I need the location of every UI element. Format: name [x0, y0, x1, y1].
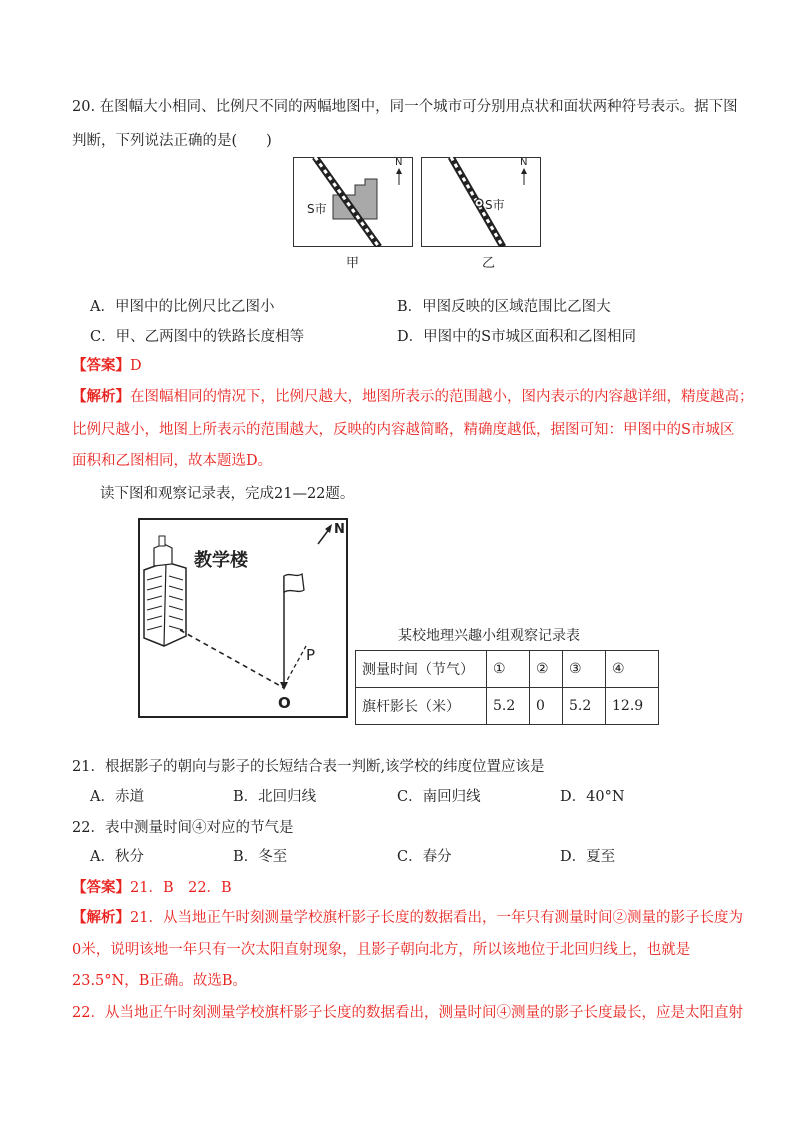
q20-analysis-text1: 在图幅相同的情况下，比例尺越大，地图所表示的范围越小，图内表示的内容越详细，精度越高； [130, 389, 754, 405]
table-row [356, 651, 659, 688]
map-yi-north-label: N [520, 157, 528, 168]
answer-value: 21．B 22．B [130, 880, 232, 896]
q22-option-d: D．夏至 [560, 849, 616, 865]
map-yi [421, 157, 541, 247]
q22-analysis-line1: 22．从当地正午时刻测量学校旗杆影子长度的数据看出，测量时间④测量的影子长度最长，应是太阳直射 [72, 1005, 743, 1021]
analysis-tag: 【解析】 [72, 909, 130, 926]
q22-stem: 22．表中测量时间④对应的节气是 [72, 820, 294, 836]
q20-analysis-tag: 【解析】 [72, 388, 130, 405]
map-yi-caption: 乙 [482, 256, 496, 271]
observation-table [355, 650, 659, 725]
q21-analysis-line2: 0米，说明该地一年只有一次太阳直射现象，且影子朝向北方，所以该地位于北回归线上，也就是 [72, 942, 691, 958]
shadow-figure [138, 518, 348, 718]
point-p-label: P [306, 646, 316, 664]
table-row [356, 688, 659, 725]
answer-tag: 【答案】 [72, 879, 130, 896]
q21-analysis-line1 [72, 908, 743, 928]
q21-analysis-text1: 21．从当地正午时刻测量学校旗杆影子长度的数据看出，一年只有测量时间②测量的影子长度为 [130, 910, 743, 926]
table-cell: ② [530, 651, 563, 688]
table-cell: 5.2 [563, 688, 606, 725]
q21-option-b: B．北回归线 [233, 789, 317, 805]
q21-stem: 21．根据影子的朝向与影子的长短结合表一判断,该学校的纬度位置应该是 [72, 759, 545, 775]
q20-analysis-line1 [72, 387, 754, 407]
table-cell: 旗杆影长（米） [356, 688, 487, 725]
q20-option-b: B．甲图反映的区域范围比乙图大 [397, 299, 611, 315]
q20-analysis-line2: 比例尺越小，地图上所表示的范围越大，反映的内容越简略，精确度越低，据图可知：甲图中的S市城区 [72, 422, 735, 438]
q22-option-c: C．春分 [397, 849, 452, 865]
figure-north-label: N [334, 522, 345, 537]
q21-option-a: A．赤道 [90, 789, 144, 805]
q20-option-a: A．甲图中的比例尺比乙图小 [90, 299, 275, 315]
map-yi-city-label: S市 [485, 198, 505, 212]
table-cell: ④ [606, 651, 659, 688]
q22-option-a: A．秋分 [90, 849, 144, 865]
q21-analysis-line3: 23.5°N，B正确。故选B。 [72, 973, 248, 989]
building-label: 教学楼 [194, 550, 248, 571]
table-cell: 12.9 [606, 688, 659, 725]
q20-answer-value: D [130, 358, 142, 374]
q20-option-d: D．甲图中的S市城区面积和乙图相同 [397, 329, 637, 345]
map-yi-figure [421, 157, 541, 247]
section-intro: 读下图和观察记录表，完成21—22题。 [100, 486, 355, 502]
table-cell: ① [487, 651, 530, 688]
map-jia-city-label: S市 [307, 202, 327, 216]
q21-option-d: D．40°N [560, 789, 625, 805]
map-jia-caption: 甲 [346, 256, 360, 271]
q20-option-c: C．甲、乙两图中的铁路长度相等 [90, 329, 305, 345]
map-jia [293, 157, 413, 247]
map-jia-north-label: N [395, 157, 403, 168]
table-cell: 5.2 [487, 688, 530, 725]
table-cell: 0 [530, 688, 563, 725]
table-title: 某校地理兴趣小组观察记录表 [398, 628, 580, 644]
q21-22-answer [72, 878, 232, 898]
q21-option-c: C．南回归线 [397, 789, 481, 805]
q20-answer [72, 356, 142, 376]
q20-stem-line2: 判断，下列说法正确的是( ) [72, 133, 272, 149]
q20-stem-line1: 20. 在图幅大小相同、比例尺不同的两幅地图中，同一个城市可分别用点状和面状两种符号表示。据下图 [72, 99, 738, 115]
q20-answer-tag: 【答案】 [72, 357, 130, 374]
table-cell: ③ [563, 651, 606, 688]
q22-option-b: B．冬至 [233, 849, 288, 865]
table-cell: 测量时间（节气） [356, 651, 487, 688]
point-o-label: O [278, 694, 291, 712]
q20-analysis-line3: 面积和乙图相同，故本题选D。 [72, 453, 273, 469]
